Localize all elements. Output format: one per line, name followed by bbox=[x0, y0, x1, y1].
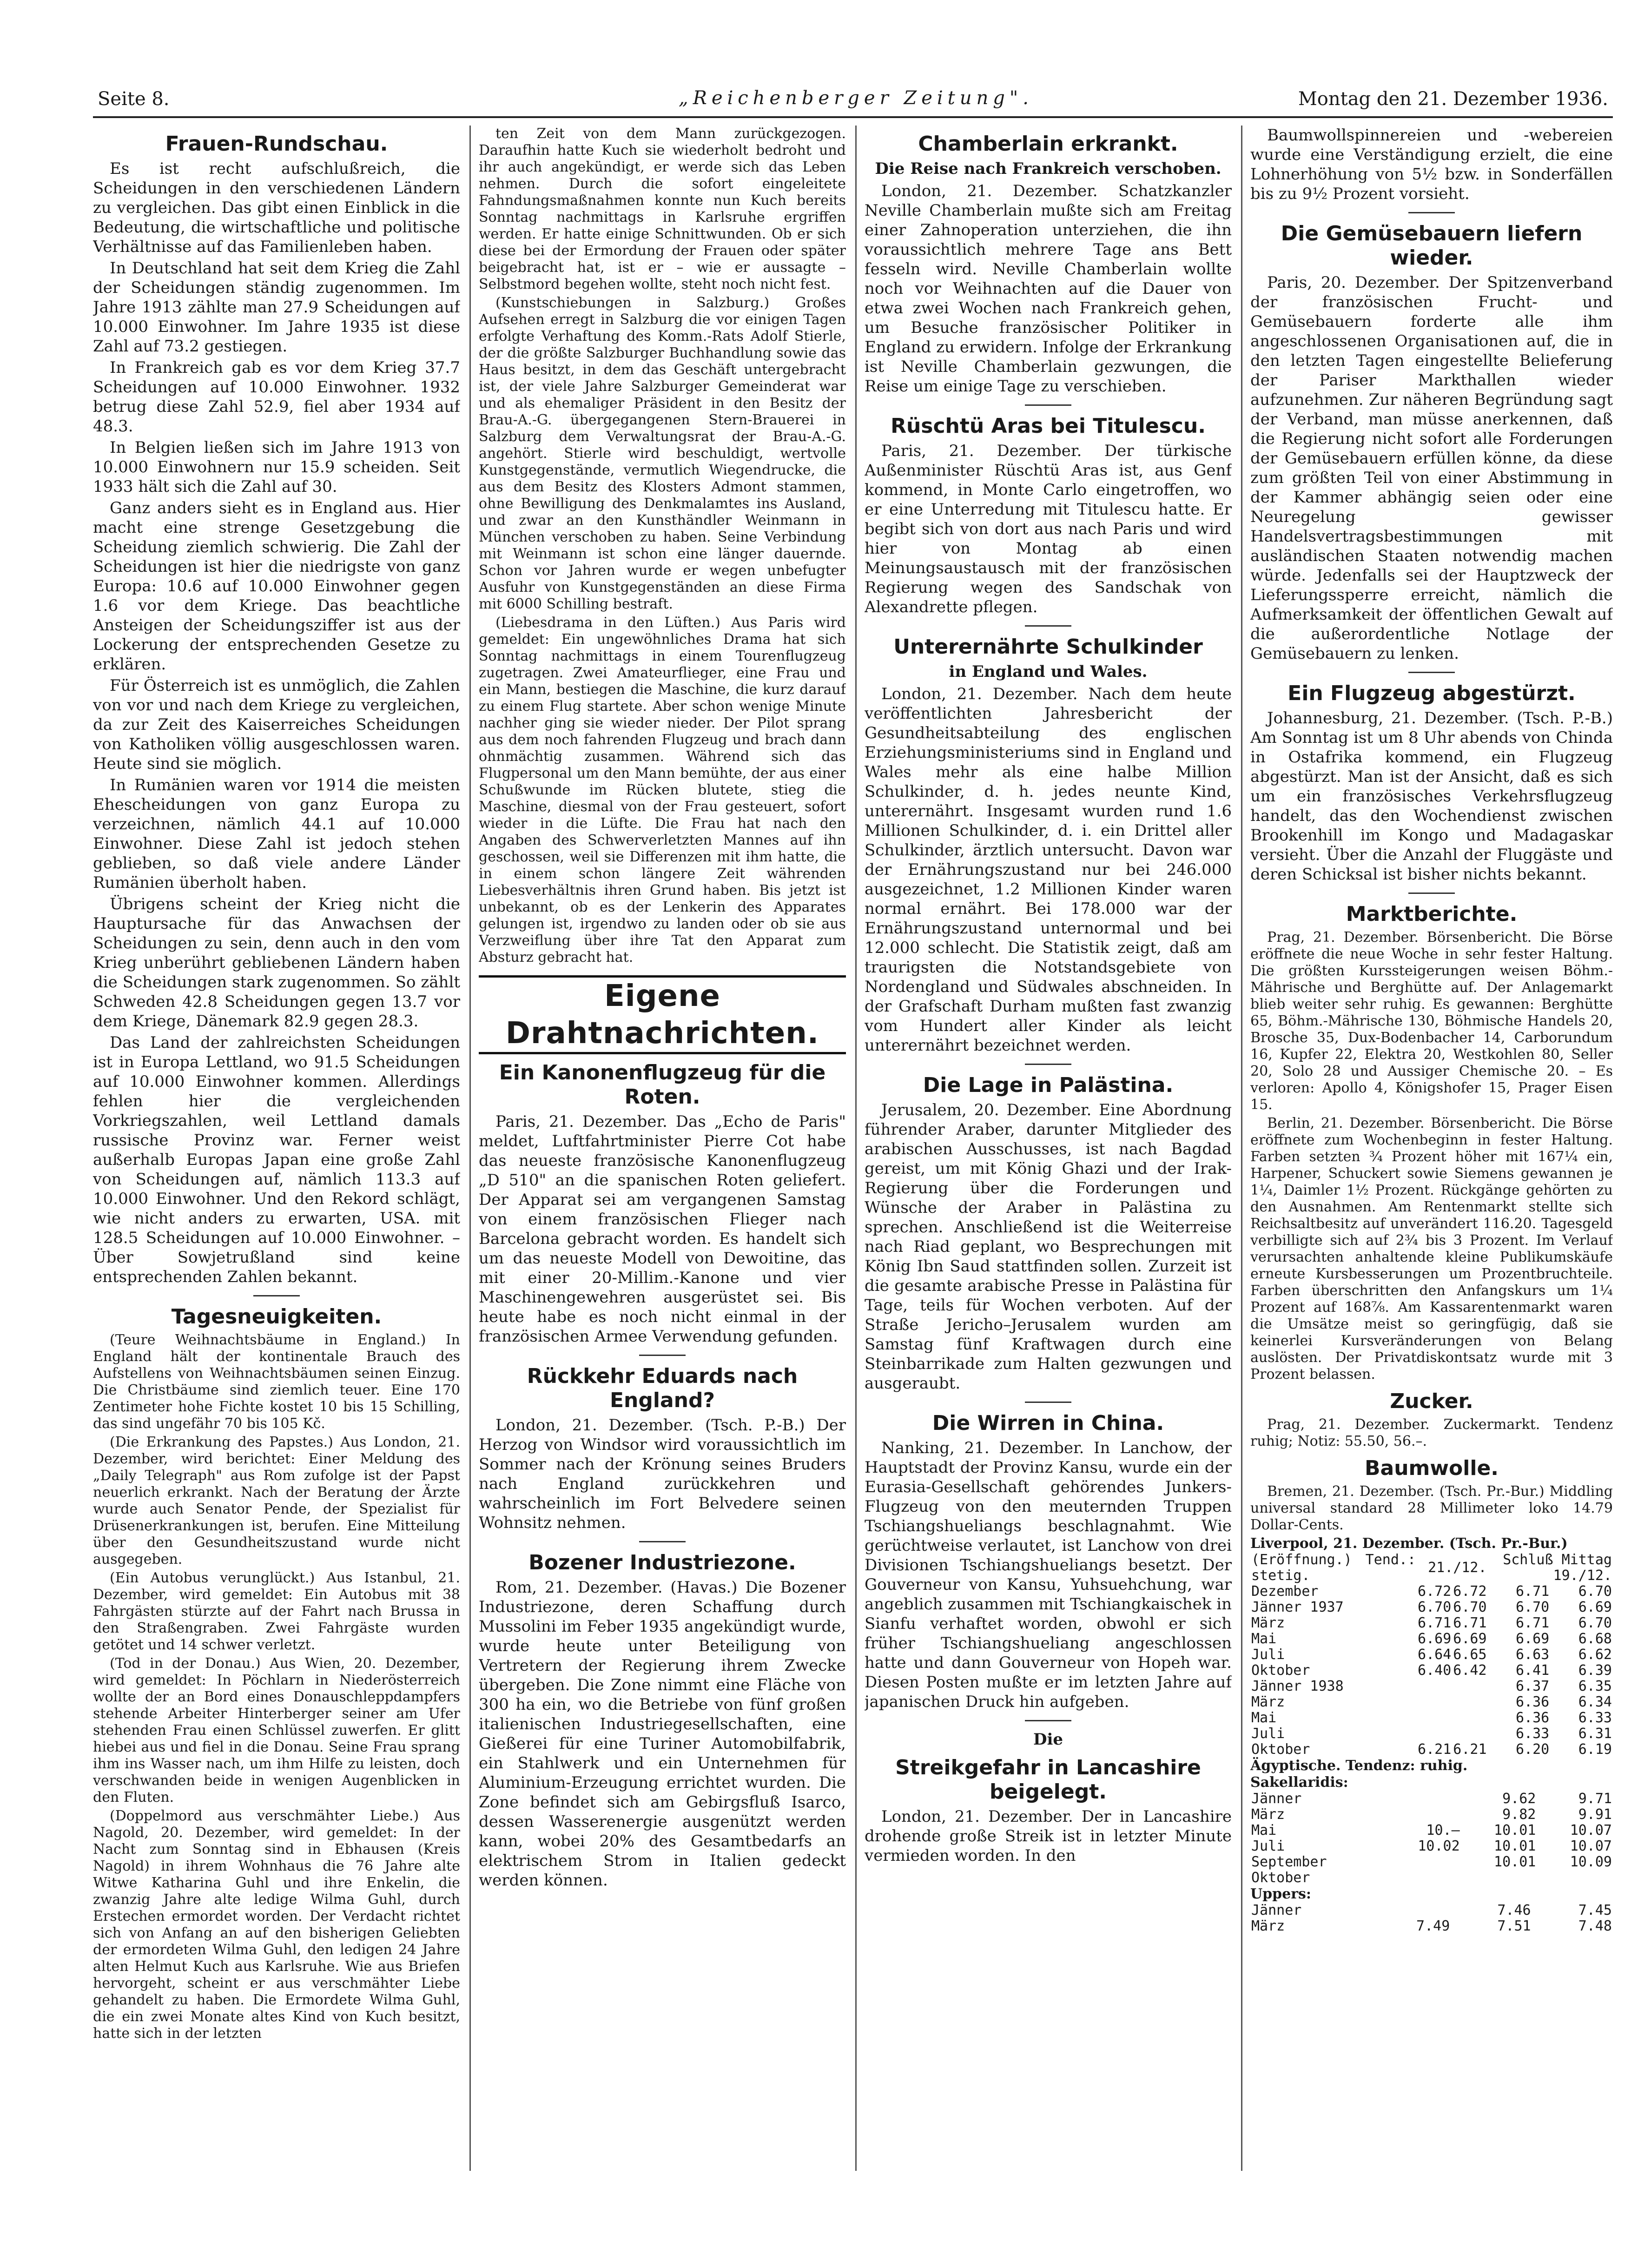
separator bbox=[1025, 1064, 1071, 1065]
article-headline: Ein Flugzeug abgestürzt. bbox=[1288, 681, 1576, 705]
article-paragraph: Baumwollspinnereien und -webereien wurde eine Verständigung erzielt, die eine Lohnerhöhung von 5½ bzw. in Sonderfällen bis zu 9½ Prozent vorsieht. bbox=[1250, 126, 1613, 203]
table-cell: Mai bbox=[1251, 1631, 1277, 1647]
issue-date: Montag den 21. Dezember 1936. bbox=[1298, 88, 1608, 110]
table-cell bbox=[1452, 1710, 1487, 1726]
table-cell: 6.69 bbox=[1578, 1599, 1612, 1615]
table-cell: 9.62 bbox=[1502, 1791, 1536, 1807]
article-headline: Bozener Industriezone. bbox=[528, 1551, 796, 1574]
table-cell: März bbox=[1251, 1615, 1285, 1631]
separator bbox=[1408, 212, 1455, 213]
table-cell: 6.65 bbox=[1453, 1646, 1487, 1663]
column-divider bbox=[469, 126, 471, 2171]
column-4 bbox=[1250, 126, 1613, 2171]
column-1 bbox=[93, 126, 460, 2171]
separator bbox=[1025, 1402, 1071, 1403]
article-paragraph: Paris, 21. Dezember. Der türkische Außenminister Rüschtü Aras ist, aus Genf kommend, in Monte Carlo eingetroffen, wo er eine Unterredung mit Titulescu hatte. Er begibt sich von dort aus nach Paris und wird hier von Montag ab einen Meinungsaustausch mit der französischen Regierung wegen des Sandschak von Alexandrette pflegen. bbox=[865, 442, 1232, 616]
table-cell: März bbox=[1251, 1806, 1285, 1823]
article-paragraph: Paris, 20. Dezember. Der Spitzenverband der französischen Frucht- und Gemüsebauern forderte alle ihm angeschlossenen Organisationen auf, die in den letzten Tagen eingestellte Belieferung der Pariser Markthallen wieder aufzunehmen. Zur näheren Begründung sagt der Verband, man müsse anerkennen, daß die Regierung nicht sofort alle Forderungen der Gemüsebauern erfüllen könne, da diese zum größten Teil von einer Abstimmung in der Kammer abhängig seien oder eine Neuregelung gewisser Handelsvertragsbestimmungen mit ausländischen Staaten notwendig machen würde. Jedenfalls sei der Hauptzweck der Lieferungssperre erreicht, nämlich die Aufmerksamkeit der öffentlichen Gewalt auf die außerordentliche Notlage der Gemüsebauern zu lenken. bbox=[1250, 273, 1613, 663]
market-report: Prag, 21. Dezember. Börsenbericht. Die Börse eröffnete die neue Woche in sehr fester Haltung. Die größten Kurssteigerungen weisen Böhm.-Mährische und Berghütte auf. Der Anlagemarkt blieb weiter sehr ruhig. Es gewannen: Berghütte 65, Böhm.-Mährische 130, Böhmische Handels 20, Brosche 35, Dux-Bodenbacher 14, Carborundum 16, Kupfer 22, Elektra 20, Westkohlen 80, Seller 20, Solo 28 und Aussiger Chemische 20. – Es verloren: Apollo 4, Königshofer 15, Prager Eisen 15. bbox=[1250, 929, 1613, 1113]
article-preheadline: Die bbox=[1033, 1730, 1063, 1749]
article-subheadline: in England und Wales. bbox=[949, 662, 1148, 681]
table-cell: 6.19 bbox=[1578, 1741, 1612, 1758]
separator bbox=[639, 1541, 686, 1542]
table-row bbox=[1250, 1918, 1613, 1934]
table-cell: September bbox=[1251, 1854, 1327, 1870]
table-cell: 6.34 bbox=[1578, 1694, 1612, 1710]
table-cell: 6.69 bbox=[1453, 1631, 1487, 1647]
article-paragraph: Ganz anders sieht es in England aus. Hier macht eine strenge Gesetzgebung die Scheidung ziemlich schwierig. Die Zahl der Scheidungen ist hier die niedrigste von ganz Europa: 10.6 auf 10.000 Einwohner gegen 1.6 vor dem Kriege. Das beachtliche Ansteigen der Scheidungsziffer ist aus der Lockerung der entsprechenden Gesetze zu erklären. bbox=[93, 499, 460, 674]
article-headline: Chamberlain erkrankt. bbox=[918, 132, 1178, 156]
table-title: Liverpool, 21. Dezember. (Tsch. Pr.-Bur.) bbox=[1250, 1535, 1568, 1552]
article-paragraph: Das Land der zahlreichsten Scheidungen ist in Europa Lettland, wo 91.5 Scheidungen auf 10.000 Einwohner kommen. Allerdings fehlen hier die vergleichenden Vorkriegszahlen, weil Lettland damals russische Provinz war. Ferner weist außerhalb Europas Japan eine große Zahl von Scheidungen auf, nämlich 113.3 auf 10.000 Einwohner. Und den Rekord schlägt, wie nicht anders zu erwarten, USA. mit 128.5 Scheidungen auf 10.000 Einwohner. – Über Sowjetrußland sind keine entsprechenden Zahlen bekannt. bbox=[93, 1033, 460, 1286]
page-header bbox=[93, 84, 1613, 118]
article-headline: Die Lage in Palästina. bbox=[923, 1073, 1174, 1097]
article-paragraph: Paris, 21. Dezember. Das „Echo de Paris" meldet, Luftfahrtminister Pierre Cot habe das neueste französische Kanonenflugzeug „D 510" an die spanischen Roten geliefert. Der Apparat sei am vergangenen Samstag von einem französischen Flieger nach Barcelona gebracht worden. Es handelt sich um das neueste Modell von Dewoitine, das mit einer 20-Millim.-Kanone und vier Maschinengewehren ausgerüstet sei. Bis heute habe es noch nicht einmal in der französischen Armee Verwendung gefunden. bbox=[479, 1112, 846, 1346]
table-cell: Mai bbox=[1251, 1822, 1277, 1838]
table-cell: 7.45 bbox=[1578, 1902, 1612, 1918]
article-headline: Die Wirren in China. bbox=[932, 1411, 1164, 1435]
separator bbox=[639, 1355, 686, 1356]
liverpool-table bbox=[1250, 1552, 1613, 1758]
table-cell: 6.33 bbox=[1516, 1726, 1550, 1742]
table-cell: 9.82 bbox=[1502, 1806, 1536, 1823]
table-cell: Jänner bbox=[1251, 1902, 1302, 1918]
table-row bbox=[1250, 1903, 1613, 1918]
table-cell: 6.70 bbox=[1578, 1583, 1612, 1600]
table-cell bbox=[1370, 1903, 1451, 1918]
news-item: (Liebesdrama in den Lüften.) Aus Paris wird gemeldet: Ein ungewöhnliches Drama hat sich Sonntag nachmittags in einem Tourenflugzeug zugetragen. Zwei Amateurflieger, eine Frau und ein Mann, bestiegen die Maschine, die kurz darauf zu einem Flug startete. Aber schon wenige Minute nachher ging sie wieder nieder. Der Pilot sprang aus dem noch fahrenden Flugzeug und brach dann ohnmächtig zusammen. Während sich das Flugpersonal um den Mann bemühte, der aus einer Schußwunde im Rücken blutete, stieg die Maschine, diesmal von der Frau gesteuert, sofort wieder in die Lüfte. Die Frau hat nach den Angaben des Schwerverletzten Mannes auf ihn geschossen, weil sie Differenzen mit ihm hatte, die in einem schon längere Zeit währenden Liebesverhältnis ihren Grund haben. Bis jetzt ist unbekannt, ob es der Lenkerin des Apparates gelungen ist, irgendwo zu landen oder ob sie aus Verzweiflung über ihre Tat den Apparat zum Absturz gebracht hat. bbox=[479, 615, 846, 965]
column-divider bbox=[1241, 126, 1242, 2171]
table-cell: März bbox=[1251, 1694, 1285, 1710]
table-cell: 6.69 bbox=[1516, 1631, 1550, 1647]
table-cell: 10.– bbox=[1426, 1822, 1460, 1838]
table-cell: Dezember bbox=[1251, 1583, 1319, 1600]
separator bbox=[1408, 672, 1455, 673]
table-cell: Jänner bbox=[1251, 1791, 1302, 1807]
table-cell: 21./12. bbox=[1428, 1560, 1487, 1576]
market-report: Bremen, 21. Dezember. (Tsch. Pr.-Bur.) Middling universal standard 28 Millimeter loko 14.79 Dollar-Cents. bbox=[1250, 1483, 1613, 1533]
table-cell: Juli bbox=[1251, 1726, 1285, 1742]
table-row bbox=[1250, 1726, 1613, 1742]
table-row bbox=[1250, 1823, 1613, 1838]
article-headline: Rüschtü Aras bei Titulescu. bbox=[891, 414, 1206, 438]
article-paragraph: In Frankreich gab es vor dem Krieg 37.7 Scheidungen auf 10.000 Einwohner. 1932 betrug diese Zahl 52.9, fiel aber 1934 auf 48.3. bbox=[93, 358, 460, 436]
column-2 bbox=[479, 126, 846, 2171]
table-row bbox=[1250, 1663, 1613, 1679]
table-cell: 6.72 bbox=[1453, 1583, 1487, 1600]
table-cell: 6.70 bbox=[1516, 1599, 1550, 1615]
article-paragraph: Für Österreich ist es unmöglich, die Zahlen von vor und nach dem Kriege zu vergleichen, da zur Zeit des Kaiserreiches Scheidungen von Katholiken völlig ausgeschlossen waren. Heute sind sie möglich. bbox=[93, 676, 460, 773]
table-cell: 6.39 bbox=[1578, 1662, 1612, 1679]
table-cell bbox=[1417, 1726, 1452, 1742]
table-cell bbox=[1452, 1694, 1487, 1710]
separator bbox=[1408, 893, 1455, 894]
article-paragraph: Johannesburg, 21. Dezember. (Tsch. P.-B.) Am Sonntag ist um 8 Uhr abends von Chinda in Ostafrika kommend, ein Flugzeug abgestürzt. Man ist der Ansicht, daß es sich um ein französisches Verkehrsflugzeug handelt, das den Wochendienst zwischen Brookenhill im Kongo und Madagaskar versieht. Über die Anzahl der Fluggäste und deren Schicksal ist bisher nichts bekannt. bbox=[1250, 709, 1613, 884]
article-paragraph: Rom, 21. Dezember. (Havas.) Die Bozener Industriezone, deren Schaffung durch Mussolini im Feber 1935 angekündigt wurde, wurde heute unter Beteiligung von Vertretern der Regierung ihrem Zwecke übergeben. Die Zone nimmt eine Fläche von 300 ha ein, wo die Betriebe von fünf großen italienischen Industriegesellschaften, eine Gießerei für eine Turiner Automobilfabrik, ein Stahlwerk und ein Unternehmen für Aluminium-Erzeugung errichtet wurden. Die Zone befindet sich am Gebirgsfluß Isarco, dessen Wasserenergie ausgenützt werden kann, wobei 20% des Gesamtbedarfs an elektrischem Strom in Italien gedeckt werden können. bbox=[479, 1578, 846, 1890]
newspaper-title: „Reichenberger Zeitung". bbox=[679, 87, 1033, 109]
egyptian-table bbox=[1250, 1791, 1613, 1886]
table-row bbox=[1250, 1694, 1613, 1710]
table-cell: 6.36 bbox=[1516, 1710, 1550, 1726]
table-title: Ägyptische. Tendenz: ruhig. bbox=[1250, 1758, 1468, 1774]
table-cell: 6.62 bbox=[1578, 1646, 1612, 1663]
table-cell: 7.48 bbox=[1578, 1918, 1612, 1934]
cotton-price-table bbox=[1250, 1535, 1613, 1934]
article-paragraph: Jerusalem, 20. Dezember. Eine Abordnung führender Araber, darunter Mitglieder des arabischen Ausschusses, ist nach Bagdad gereist, um mit König Ghazi und der Irak-Regierung über die Forderungen und Wünsche der Araber in Palästina zu sprechen. Anschließend ist die Weiterreise nach Riad geplant, wo Besprechungen mit König Ibn Saud stattfinden sollen. Zurzeit ist die gesamte arabische Presse in Palästina für Tage, teils für Wochen verboten. Auf der Straße Jericho–Jerusalem wurden am Samstag fünf Kraftwagen durch eine Steinbarrikade zum Halten gezwungen und ausgeraubt. bbox=[865, 1101, 1232, 1393]
table-cell: 10.02 bbox=[1418, 1838, 1460, 1854]
table-row bbox=[1250, 1679, 1613, 1694]
article-headline: Unterernährte Schulkinder bbox=[893, 635, 1203, 659]
table-cell: Mai bbox=[1251, 1710, 1277, 1726]
table-cell: Oktober bbox=[1251, 1870, 1310, 1886]
table-cell bbox=[1385, 1854, 1461, 1870]
table-cell bbox=[1385, 1807, 1461, 1823]
table-cell: 6.70 bbox=[1578, 1615, 1612, 1631]
table-cell: 6.33 bbox=[1578, 1710, 1612, 1726]
news-item: (Kunstschiebungen in Salzburg.) Großes Aufsehen erregt in Salzburg die vor einigen Tagen erfolgte Verhaftung des Komm.-Rats Adolf Stierle, der die größte Salzburger Buchhandlung sowie das Haus besitzt, in dem das Geschäft untergebracht ist, der viele Jahre Salzburger Gemeinderat war und als ehemaliger Präsident in den Besitz der Brau-A.-G. übergegangenen Stern-Brauerei in Salzburg dem Verwaltungsrat der Brau-A.-G. angehört. Stierle wird beschuldigt, wertvolle Kunstgegenstände, vermutlich Wiegendrucke, die aus dem Besitz des Klosters Admont stammen, ohne Bewilligung des Denkmalamtes ins Ausland, und zwar an den Kunsthändler Weinmann in München verschoben zu haben. Seine Verbindung mit Weinmann ist schon eine länger dauernde. Schon vor Jahren wurde er wegen unbefugter Ausfuhr von Kunstgegenständen an diese Firma mit 6000 Schilling bestraft. bbox=[479, 295, 846, 612]
table-cell: 6.71 bbox=[1418, 1615, 1452, 1631]
table-cell bbox=[1537, 1870, 1613, 1886]
table-row bbox=[1250, 1584, 1613, 1600]
table-cell: 10.07 bbox=[1570, 1838, 1612, 1854]
table-cell: 7.51 bbox=[1497, 1918, 1531, 1934]
table-cell: 6.21 bbox=[1418, 1741, 1452, 1758]
table-subtitle: Sakellaridis: bbox=[1250, 1774, 1348, 1791]
article-paragraph: London, 21. Dezember. Der in Lancashire drohende große Streik ist in letzter Minute vermieden worden. In den bbox=[865, 1807, 1232, 1865]
table-cell: 6.21 bbox=[1453, 1741, 1487, 1758]
table-cell: 6.36 bbox=[1516, 1694, 1550, 1710]
article-subheadline: Die Reise nach Frankreich verschoben. bbox=[875, 159, 1222, 178]
news-item: (Tod in der Donau.) Aus Wien, 20. Dezember, wird gemeldet: In Pöchlarn in Niederösterreich wollte der an Bord eines Donauschleppdampfers stehende Arbeiter Hinterberger seiner am Ufer stehenden Frau einen Schlüssel zuwerfen. Er glitt hiebei aus und fiel in die Donau. Seine Frau sprang ihm ins Wasser nach, um ihm Hilfe zu leisten, doch verschwanden beide in wenigen Augenblicken in den Fluten. bbox=[93, 1655, 460, 1805]
table-row bbox=[1250, 1710, 1613, 1726]
table-cell: 6.71 bbox=[1453, 1615, 1487, 1631]
article-paragraph: Nanking, 21. Dezember. In Lanchow, der Hauptstadt der Provinz Kansu, wurde ein der Eurasia-Gesellschaft gehörendes Junkers-Flugzeug von den meuternden Truppen Tschiangshueliangs beschlagnahmt. Wie gerüchtweise verlautet, ist Lanchow von drei Divisionen Tschiangshueliangs besetzt. Der Gouverneur von Kansu, Yuhsuehchung, war angeblich zusammen mit Tschiangkaischek in Sianfu verhaftet worden, obwohl er sich früher Tschiangshueliang angeschlossen hatte und dann Gouverneur von Hopeh war. Diesen Posten mußte er im letzten Jahre auf japanischen Druck hin aufgeben. bbox=[865, 1439, 1232, 1711]
article-paragraph: London, 21. Dezember. (Tsch. P.-B.) Der Herzog von Windsor wird voraussichtlich im Sommer nach der Krönung seines Bruders nach England zurückkehren und wahrscheinlich im Fort Belvedere seinen Wohnsitz nehmen. bbox=[479, 1416, 846, 1532]
article-headline: Rückkehr Eduards nach England? bbox=[527, 1364, 798, 1412]
table-cell: Jänner 1938 bbox=[1251, 1678, 1344, 1694]
section-title: Tagesneuigkeiten. bbox=[171, 1305, 382, 1329]
article-paragraph: Es ist recht aufschlußreich, die Scheidungen in den verschiedenen Ländern zu vergleichen. Das gibt einen Einblick in die Bedeutung, die wirtschaftliche und politische Verhältnisse auf das Familienleben haben. bbox=[93, 159, 460, 256]
market-subheading: Baumwolle. bbox=[1365, 1456, 1499, 1480]
table-cell: Oktober bbox=[1251, 1662, 1310, 1679]
table-cell: 6.31 bbox=[1578, 1726, 1612, 1742]
table-row bbox=[1250, 1600, 1613, 1615]
table-cell: Schluß Mittag 19./12. bbox=[1503, 1552, 1612, 1584]
table-cell: 10.07 bbox=[1570, 1822, 1612, 1838]
separator bbox=[1025, 625, 1071, 627]
table-cell: Oktober bbox=[1251, 1741, 1310, 1758]
table-cell bbox=[1417, 1679, 1452, 1694]
table-row bbox=[1250, 1807, 1613, 1823]
table-cell: 6.71 bbox=[1516, 1615, 1550, 1631]
table-cell: 6.64 bbox=[1418, 1646, 1452, 1663]
table-cell bbox=[1461, 1870, 1537, 1886]
table-cell: 9.91 bbox=[1578, 1806, 1612, 1823]
article-headline: Ein Kanonenflugzeug für die Roten. bbox=[499, 1061, 826, 1109]
article-headline: Streikgefahr in Lancashire beigelegt. bbox=[895, 1756, 1201, 1804]
news-item: (Teure Weihnachtsbäume in England.) In England hält der kontinentale Brauch des Aufstellens von Weihnachtsbäumen seinen Einzug. Die Christbäume sind ziemlich teuer. Eine 170 Zentimeter hohe Fichte kostet 10 bis 15 Schilling, das sind ungefähr 70 bis 105 Kč. bbox=[93, 1332, 460, 1432]
table-cell bbox=[1417, 1710, 1452, 1726]
table-cell: 6.40 bbox=[1418, 1662, 1452, 1679]
article-paragraph: London, 21. Dezember. Schatzkanzler Neville Chamberlain mußte sich am Freitag einer Zahnoperation unterziehen, die ihn voraussichtlich mehrere Tage ans Bett fesseln wird. Neville Chamberlain wollte noch vor Weihnachten auf die Dauer von etwa zwei Wochen nach Frankreich gehen, um Besuche französischer Politiker in England zu erwidern. Infolge der Erkrankung ist Neville Chamberlain gezwungen, die Reise um einige Tage zu verschieben. bbox=[865, 182, 1232, 396]
table-title: Uppers: bbox=[1250, 1886, 1311, 1902]
table-cell bbox=[1385, 1791, 1461, 1807]
market-report: Prag, 21. Dezember. Zuckermarkt. Tendenz ruhig; Notiz: 55.50, 56.–. bbox=[1250, 1416, 1613, 1449]
table-cell: Juli bbox=[1251, 1838, 1285, 1854]
column-3 bbox=[865, 126, 1232, 2171]
newspaper-page bbox=[93, 84, 1613, 2185]
table-cell: 6.70 bbox=[1418, 1599, 1452, 1615]
table-cell: 6.41 bbox=[1516, 1662, 1550, 1679]
table-cell bbox=[1452, 1679, 1487, 1694]
page-number: Seite 8. bbox=[98, 88, 170, 110]
article-headline: Die Gemüsebauern liefern wieder. bbox=[1281, 222, 1583, 270]
table-header-row bbox=[1250, 1552, 1613, 1584]
table-cell: 6.20 bbox=[1516, 1741, 1550, 1758]
table-cell: 10.01 bbox=[1494, 1822, 1536, 1838]
table-row bbox=[1250, 1615, 1613, 1631]
table-cell bbox=[1417, 1694, 1452, 1710]
table-cell: 6.37 bbox=[1516, 1678, 1550, 1694]
article-paragraph: In Deutschland hat seit dem Krieg die Zahl der Scheidungen ständig zugenommen. Im Jahre 1913 zählte man 27.9 Scheidungen auf 10.000 Einwohner. Im Jahre 1935 ist diese Zahl auf 73.2 gestiegen. bbox=[93, 259, 460, 356]
market-report: Berlin, 21. Dezember. Börsenbericht. Die Börse eröffnete zum Wochenbeginn in fester Haltung. Farben setzten ¾ Prozent höher mit 167¼ ein, Harpener, Schuckert sowie Siemens gewannen je 1¼, Daimler 1½ Prozent. Rückgänge gehörten zu den Ausnahmen. Am Rentenmarkt stellte sich Reichsaltbesitz auf unverändert 116.20. Tagesgeld verbilligte sich auf 2¾ bis 3 Prozent. Im Verlauf verursachten anhaltende kleine Publikumskäufe erneute Kursbesserungen um Prozentbruchteile. Farben überschritten den Anfangskurs um 1¼ Prozent auf 168⅞. Am Kassarentenmarkt waren die Umsätze meist so geringfügig, daß sie keinerlei Kursveränderungen von Belang auslösten. Der Privatdiskontsatz wurde mit 3 Prozent belassen. bbox=[1250, 1115, 1613, 1382]
section-banner: Eigene Drahtnachrichten. bbox=[479, 975, 846, 1054]
market-subheading: Zucker. bbox=[1390, 1389, 1473, 1413]
table-cell: 6.63 bbox=[1516, 1646, 1550, 1663]
article-paragraph: In Rumänien waren vor 1914 die meisten Ehescheidungen von ganz Europa zu verzeichnen, nämlich 44.1 auf 10.000 Einwohner. Diese Zahl ist jedoch stehen geblieben, so daß viele andere Länder Rumänien überholt haben. bbox=[93, 776, 460, 892]
table-cell: 7.46 bbox=[1497, 1902, 1531, 1918]
table-cell: 6.35 bbox=[1578, 1678, 1612, 1694]
separator bbox=[1025, 404, 1071, 406]
news-item: (Doppelmord aus verschmähter Liebe.) Aus Nagold, 20. Dezember, wird gemeldet: In der Nacht zum Sonntag sind in Ebhausen (Kreis Nagold) in ihrem Wohnhaus die 76 Jahre alte Witwe Katharina Guhl und ihre Enkelin, die zwanzig Jahre alte ledige Wilma Guhl, durch Erstechen ermordet worden. Der Verdacht richtet sich von Anfang an auf den bisherigen Geliebten der ermordeten Wilma Guhl, den ledigen 24 Jahre alten Helmut Kuch aus Karlsruhe. Wie aus Briefen hervorgeht, scheint er aus verschmähter Liebe gehandelt zu haben. Die Ermordete Wilma Guhl, die ein zwei Monate altes Kind von Kuch besitzt, hatte sich in der letzten bbox=[93, 1808, 460, 2042]
table-row bbox=[1250, 1838, 1613, 1854]
article-paragraph: Übrigens scheint der Krieg nicht die Hauptursache für das Anwachsen der Scheidungen zu sein, denn auch in den vom Krieg unberührt gebliebenen Ländern haben die Scheidungen stark zugenommen. So zählt Schweden 42.8 Scheidungen gegen 13.7 vor dem Kriege, Dänemark 82.9 gegen 28.3. bbox=[93, 895, 460, 1031]
table-cell: 9.71 bbox=[1578, 1791, 1612, 1807]
table-row bbox=[1250, 1631, 1613, 1647]
table-cell: 6.69 bbox=[1418, 1631, 1452, 1647]
section-title: Frauen-Rundschau. bbox=[165, 132, 388, 156]
table-cell: 10.01 bbox=[1494, 1838, 1536, 1854]
table-row bbox=[1250, 1870, 1613, 1886]
table-cell: März bbox=[1251, 1918, 1285, 1934]
table-cell: Jänner 1937 bbox=[1251, 1599, 1344, 1615]
article-paragraph: London, 21. Dezember. Nach dem heute veröffentlichten Jahresbericht der Gesundheitsabteilung des englischen Erziehungsministeriums sind in England und Wales mehr als eine halbe Million Schulkinder, d. h. jedes neunte Kind, unterernährt. Insgesamt wurden rund 1.6 Millionen Schulkinder, d. i. ein Drittel aller Schulkinder, ärztlich untersucht. Davon war der Ernährungszustand nur bei 246.000 ausgezeichnet, 1.2 Millionen Kinder waren normal ernährt. Bei 178.000 war der Ernährungszustand unternormal und bei 12.000 schlecht. Die Statistik zeigt, daß am traurigsten die Notstandsgebiete von Nordengland und Südwales abschneiden. In der Grafschaft Durham mußten fast zwanzig vom Hundert aller Kinder als leicht unterernährt bezeichnet werden. bbox=[865, 685, 1232, 1055]
table-cell: Juli bbox=[1251, 1646, 1285, 1663]
table-cell: 7.49 bbox=[1416, 1918, 1450, 1934]
section-title: Marktberichte. bbox=[1346, 902, 1518, 926]
table-row bbox=[1250, 1854, 1613, 1870]
table-cell: 6.72 bbox=[1418, 1583, 1452, 1600]
article-paragraph: In Belgien ließen sich im Jahre 1913 von 10.000 Einwohnern nur 15.9 scheiden. Seit 1933 hält sich die Zahl auf 30. bbox=[93, 438, 460, 496]
separator bbox=[1025, 1720, 1071, 1721]
table-cell: 6.71 bbox=[1516, 1583, 1550, 1600]
table-cell: (Eröffnung.) Tend.: stetig. bbox=[1251, 1552, 1416, 1584]
news-item: (Die Erkrankung des Papstes.) Aus London, 21. Dezember, wird berichtet: Einer Meldung des „Daily Telegraph" aus Rom zufolge ist der Papst neuerlich erkrankt. Nach der Beratung der Ärzte wurde auch Senator Pende, der Spezialist für Drüsenerkrankungen ist, berufen. Eine Mitteilung über den Gesundheitszustand wurde nicht ausgegeben. bbox=[93, 1434, 460, 1567]
table-cell: 10.01 bbox=[1494, 1854, 1536, 1870]
table-row bbox=[1250, 1791, 1613, 1807]
news-item: ten Zeit von dem Mann zurückgezogen. Daraufhin hatte Kuch sie wiederholt bedroht und ihr auch angekündigt, er werde sich das Leben nehmen. Durch die sofort eingeleitete Fahndungsmaßnahmen konnte nun Kuch bereits Sonntag nachmittags in Karlsruhe ergriffen werden. Er hatte einige Schnittwunden. Ob er sich diese bei der Ermordung der Frauen oder später beigebracht hat, ist er – wie er aussagte – Selbstmord begehen wollte, steht noch nicht fest. bbox=[479, 126, 846, 292]
uppers-table bbox=[1250, 1903, 1613, 1934]
table-cell: 6.68 bbox=[1578, 1631, 1612, 1647]
table-row bbox=[1250, 1647, 1613, 1663]
table-cell bbox=[1452, 1726, 1487, 1742]
table-cell bbox=[1385, 1870, 1461, 1886]
table-cell: 6.70 bbox=[1453, 1599, 1487, 1615]
table-cell: 10.09 bbox=[1570, 1854, 1612, 1870]
table-row bbox=[1250, 1742, 1613, 1758]
column-divider bbox=[855, 126, 857, 2171]
table-cell: 6.42 bbox=[1453, 1662, 1487, 1679]
separator bbox=[253, 1295, 300, 1296]
news-item: (Ein Autobus verunglückt.) Aus Istanbul, 21. Dezember, wird gemeldet: Ein Autobus mit 38 Fahrgästen stürzte auf der Fahrt nach Brussa in den Straßengraben. Zwei Fahrgäste wurden getötet und 14 schwer verletzt. bbox=[93, 1570, 460, 1653]
